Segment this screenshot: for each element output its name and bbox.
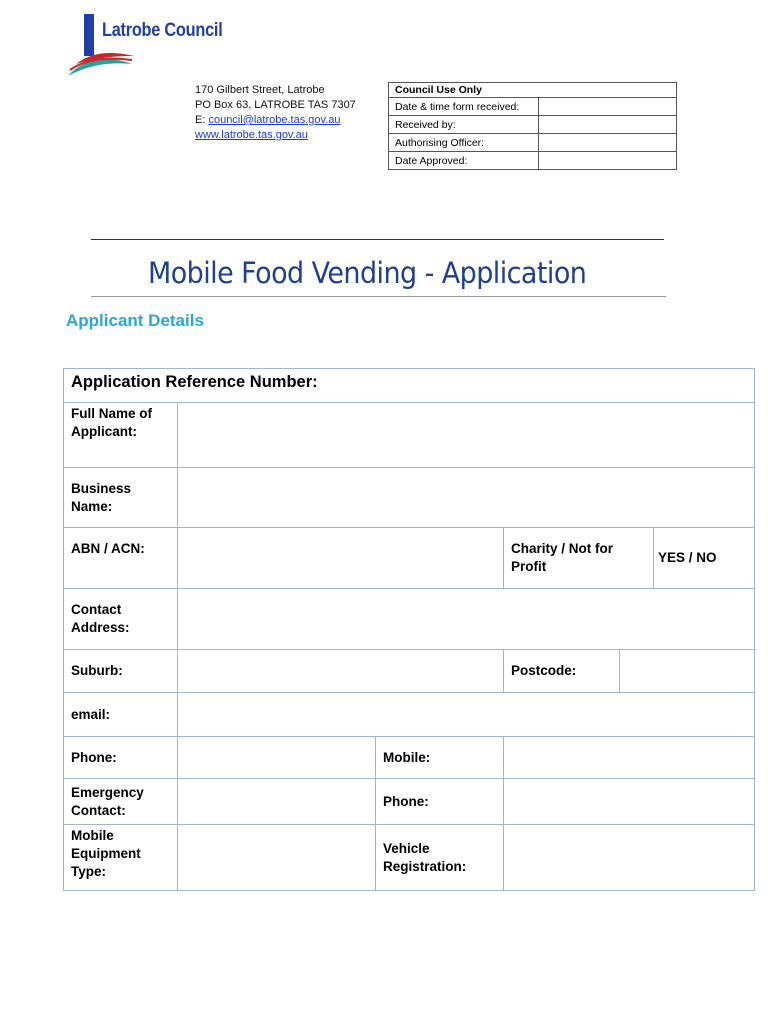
abn-label: ABN / ACN: [64,528,178,589]
council-use-field [539,134,677,152]
email-link[interactable]: council@latrobe.tas.gov.au [208,114,341,126]
email-field[interactable] [178,693,755,737]
council-use-label: Received by: [389,116,539,134]
contact-address-label: Contact Address: [64,589,178,650]
address-line-1: 170 Gilbert Street, Latrobe [195,84,325,96]
email-label: email: [64,693,178,737]
council-use-label: Authorising Officer: [389,134,539,152]
suburb-label: Suburb: [64,650,178,693]
council-logo-text: Latrobe Council [102,20,223,41]
council-use-only-table [388,82,677,170]
applicant-details-form [63,368,755,891]
suburb-field[interactable] [178,650,504,693]
page-title: Mobile Food Vending - Application [148,256,587,290]
postcode-field[interactable] [620,650,754,692]
phone-label: Phone: [64,737,178,779]
title-underline [91,296,666,297]
council-use-label: Date & time form received: [389,98,539,116]
reference-number-label: Application Reference Number: [64,369,755,403]
mobile-field[interactable] [504,737,755,779]
section-title-applicant-details: Applicant Details [66,311,204,330]
full-name-label: Full Name of Applicant: [64,403,178,468]
address-line-2: PO Box 63, LATROBE TAS 7307 [195,99,356,111]
council-address [195,83,356,143]
council-use-only-header: Council Use Only [389,83,677,98]
emergency-contact-label: Emergency Contact: [64,779,178,825]
address-email-line [195,113,356,128]
business-name-label: Business Name: [64,468,178,528]
mobile-label: Mobile: [376,737,504,779]
equipment-type-label: Mobile Equipment Type: [64,825,178,891]
website-link[interactable]: www.latrobe.tas.gov.au [195,129,308,141]
email-prefix: E: [195,114,209,126]
charity-yes-no[interactable]: YES / NO [654,528,755,589]
vehicle-registration-field[interactable] [504,825,755,891]
business-name-field[interactable] [178,468,755,528]
header-divider [91,239,664,240]
emergency-phone-field[interactable] [504,779,755,825]
abn-field[interactable] [178,528,504,589]
emergency-contact-field[interactable] [178,779,376,825]
council-use-label: Date Approved: [389,152,539,170]
phone-field[interactable] [178,737,376,779]
vehicle-registration-label: Vehicle Registration: [376,825,504,891]
council-use-field [539,116,677,134]
council-use-field [539,152,677,170]
contact-address-field[interactable] [178,589,755,650]
equipment-type-field[interactable] [178,825,376,891]
council-use-field [539,98,677,116]
postcode-label: Postcode: [504,650,620,693]
charity-label: Charity / Not for Profit [504,528,654,589]
full-name-field[interactable] [178,403,755,468]
emergency-phone-label: Phone: [376,779,504,825]
